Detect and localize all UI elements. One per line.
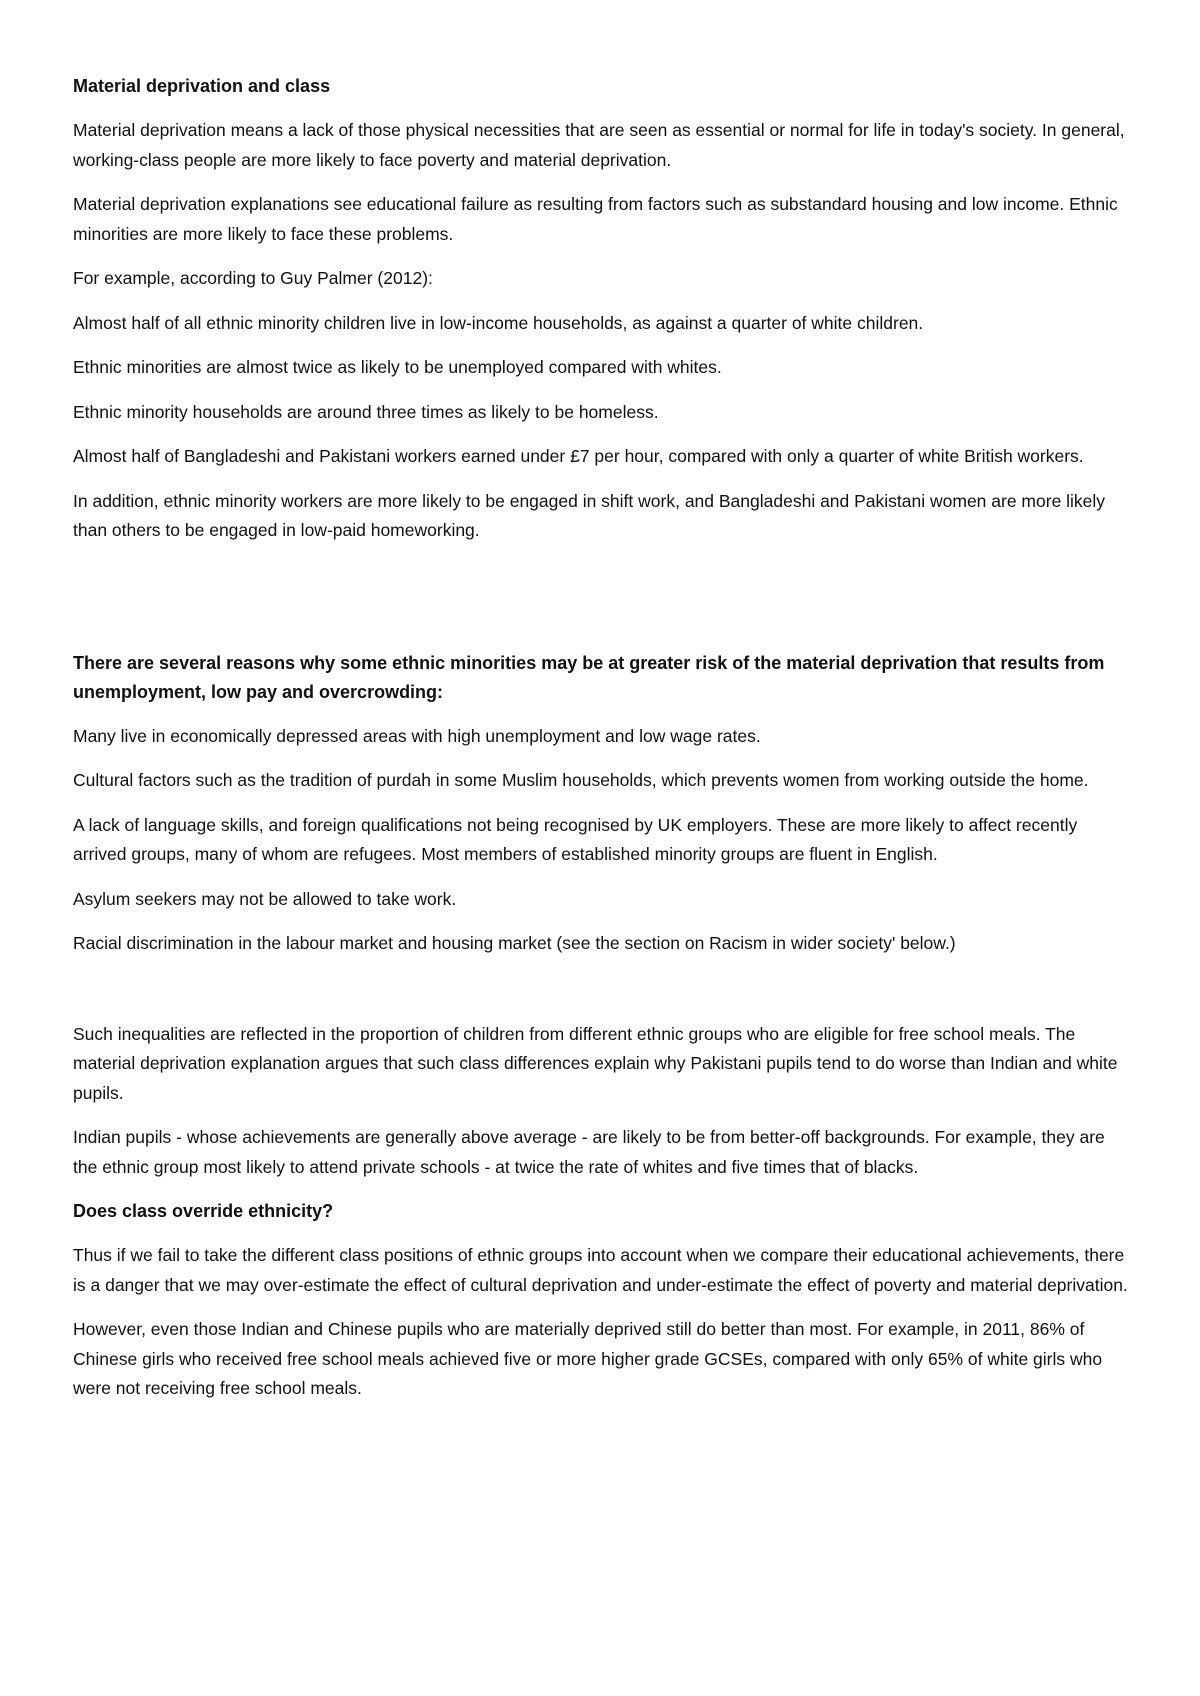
paragraph: Thus if we fail to take the different class positions of ethnic groups into account when we compare their educational achievements, there is a danger that we may over-estimate the effect of cultural deprivation and under-estimate the effect of poverty and material deprivation. [73, 1245, 1128, 1295]
paragraph: In addition, ethnic minority workers are more likely to be engaged in shift work, and Bangladeshi and Pakistani women are more likely than others to be engaged in low-paid homeworking. [73, 490, 1106, 540]
paragraph: Ethnic minority households are around three times as likely to be homeless. [73, 401, 659, 422]
paragraph: Indian pupils - whose achievements are generally above average - are likely to be from better-off backgrounds. For example, they are the ethnic group most likely to attend private schools - at twice the rate of whites and five times that of blacks. [73, 1127, 1105, 1177]
paragraph: Ethnic minorities are almost twice as likely to be unemployed compared with whites. [73, 357, 722, 377]
paragraph: Cultural factors such as the tradition of purdah in some Muslim households, which prevents women from working outside the home. [73, 770, 1089, 790]
paragraph: Asylum seekers may not be allowed to take work. [73, 888, 457, 909]
spacer [73, 974, 1133, 1020]
paragraph: Almost half of all ethnic minority children live in low-income households, as against a quarter of white children. [73, 312, 924, 333]
paragraph: A lack of language skills, and foreign qualifications not being recognised by UK employers. These are more likely to affect recently arrived groups, many of whom are refugees. Most members of established minority groups are fluent in English. [73, 814, 1078, 864]
paragraph: Material deprivation explanations see educational failure as resulting from factors such as substandard housing and low income. Ethnic minorities are more likely to face these problems. [73, 194, 1118, 244]
paragraph: Material deprivation means a lack of those physical necessities that are seen as essential or normal for life in today's society. In general, working-class people are more likely to face poverty and material deprivation. [73, 120, 1125, 170]
section-heading-class-override: Does class override ethnicity? [73, 1201, 334, 1221]
section-heading-reasons: There are several reasons why some ethnic minorities may be at greater risk of the material deprivation that results from unemployment, low pay and overcrowding: [73, 652, 1105, 702]
paragraph: Almost half of Bangladeshi and Pakistani workers earned under £7 per hour, compared with only a quarter of white British workers. [73, 446, 1084, 466]
paragraph: However, even those Indian and Chinese pupils who are materially deprived still do better than most. For example, in 2011, 86% of Chinese girls who received free school meals achieved five or more higher grade GCSEs, compared with only 65% of white girls who were not receiving free school meals. [73, 1319, 1103, 1398]
paragraph: Such inequalities are reflected in the proportion of children from different ethnic groups who are eligible for free school meals. The material deprivation explanation argues that such class differences explain why Pakistani pupils tend to do worse than Indian and white pupils. [73, 1023, 1118, 1103]
spacer [73, 561, 1133, 649]
paragraph: Many live in economically depressed areas with high unemployment and low wage rates. [73, 725, 761, 746]
paragraph: For example, according to Guy Palmer (2012): [73, 268, 433, 288]
document-page [73, 72, 1133, 1419]
paragraph: Racial discrimination in the labour market and housing market (see the section on Racism in wider society' below.) [73, 933, 956, 953]
section-heading-material-deprivation: Material deprivation and class [73, 76, 331, 96]
